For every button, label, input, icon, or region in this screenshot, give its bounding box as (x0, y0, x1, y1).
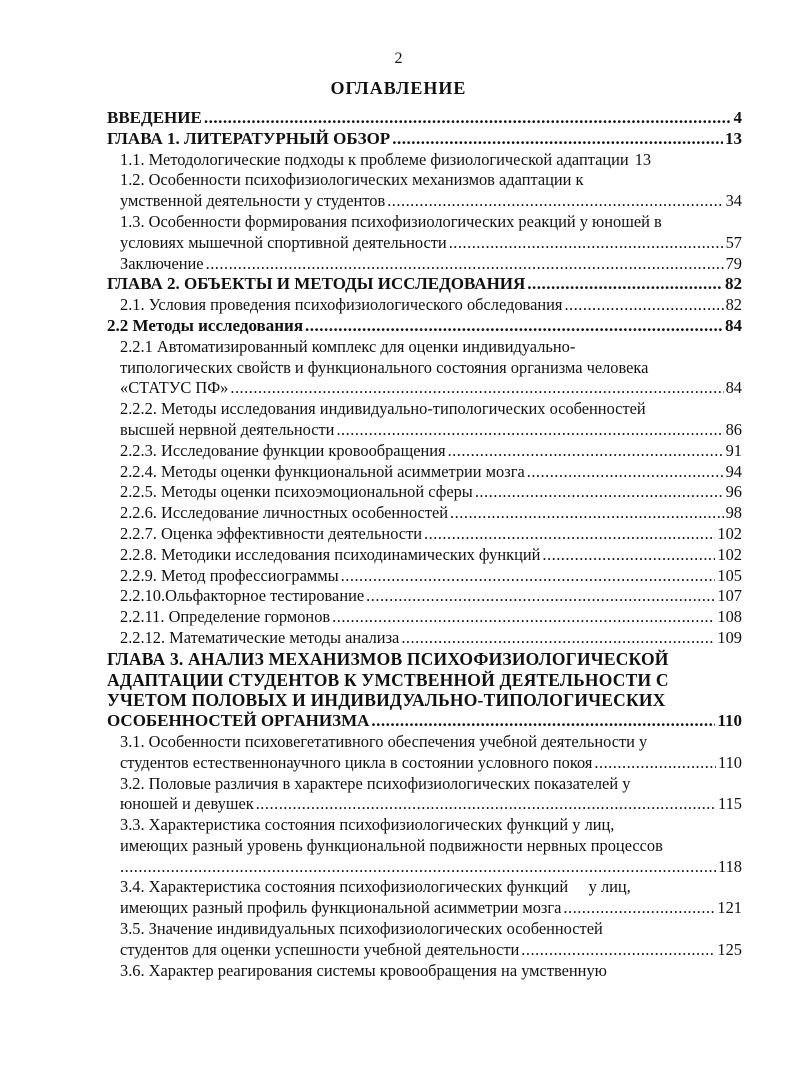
toc-entry-2-2[interactable] (107, 316, 742, 337)
toc-entry-line: типологических свойств и функционального состояния организма человека (120, 357, 649, 377)
toc-page-number: 110 (717, 711, 742, 731)
toc-leader-dots (332, 607, 715, 628)
toc-leader-dots (204, 108, 732, 129)
toc-entry-3-4[interactable] (107, 877, 742, 919)
toc-entry-chapter-2[interactable] (107, 274, 742, 295)
toc-leader-dots (424, 524, 715, 545)
toc-entry-text: ГЛАВА 1. ЛИТЕРАТУРНЫЙ ОБЗОР (107, 128, 391, 148)
toc-entry-text: высшей нервной деятельности (120, 419, 335, 439)
toc-entry-3-3[interactable] (107, 815, 742, 877)
toc-entry-text: 2.2.10.Ольфакторное тестирование (120, 586, 365, 606)
toc-entry-line: 2.2.1 Автоматизированный комплекс для оценки индивидуально- (120, 336, 576, 356)
toc-entry-line: имеющих разный уровень функциональной подвижности нервных процессов (120, 835, 663, 855)
toc-entry-line: 1.3. Особенности формирования психофизиологических реакций у юношей в (120, 211, 662, 231)
toc-page-number: 121 (717, 898, 742, 918)
toc-entry-text: ГЛАВА 2. ОБЪЕКТЫ И МЕТОДЫ ИССЛЕДОВАНИЯ (107, 274, 526, 294)
toc-leader-dots (401, 628, 715, 649)
toc-entry-2-2-8[interactable] (107, 545, 742, 566)
toc-entry-text: условиях мышечной спортивной деятельности (120, 232, 447, 252)
toc-leader-dots (450, 503, 724, 524)
toc-entry-line: 3.4. Характеристика состояния психофизиологических функций у лиц, (120, 877, 631, 897)
toc-entry-text: 2.1. Условия проведения психофизиологического обследования (120, 295, 563, 315)
toc-entry-line: 2.2.2. Методы исследования индивидуально-типологических особенностей (120, 399, 646, 419)
toc-page-number: 105 (717, 565, 742, 585)
toc-entry-3-2[interactable] (107, 774, 742, 816)
toc-page-number: 110 (718, 752, 742, 772)
toc-leader-dots (387, 191, 723, 212)
toc-leader-dots (256, 794, 716, 815)
toc-entry-line: 1.2. Особенности психофизиологических механизмов адаптации к (120, 170, 584, 190)
toc-entry-line: 3.3. Характеристика состояния психофизиологических функций у лиц, (120, 815, 615, 835)
toc-entry-text: 2.2.5. Методы оценки психоэмоциональной сферы (120, 482, 473, 502)
toc-entry-introduction[interactable] (107, 108, 742, 129)
toc-leader-dots (341, 566, 716, 587)
toc-entry-line: 3.5. Значение индивидуальных психофизиологических особенностей (120, 919, 603, 939)
toc-entry-text: юношей и девушек (120, 794, 254, 814)
toc-entry-text: «СТАТУС ПФ» (120, 378, 229, 398)
toc-entry-1-1[interactable] (107, 150, 742, 171)
toc-page-number: 108 (717, 607, 742, 627)
toc-entry-text: 2.2.6. Исследование личностных особенностей (120, 503, 449, 523)
toc-entry-text: студентов естественнонаучного цикла в состоянии условного покоя (120, 752, 593, 772)
toc-entry-2-2-1[interactable] (107, 337, 742, 399)
toc-entry-3-5[interactable] (107, 919, 742, 961)
toc-page-number: 107 (717, 586, 742, 606)
toc-page-number: 79 (725, 253, 742, 273)
toc-leader-dots (521, 940, 715, 961)
toc-entry-2-2-3[interactable] (107, 441, 742, 462)
toc-leader-dots (366, 586, 715, 607)
toc-page-number: 115 (718, 794, 742, 814)
toc-entry-text: имеющих разный профиль функциональной асимметрии мозга (120, 898, 562, 918)
toc-page-number: 4 (733, 108, 742, 127)
toc-entry-2-1[interactable] (107, 295, 742, 316)
toc-entry-text: 2.2.8. Методики исследования психодинамических функций (120, 544, 541, 564)
toc-leader-dots (563, 898, 715, 919)
toc-entry-2-2-10[interactable] (107, 586, 742, 607)
toc-entry-text: 2.2 Методы исследования (107, 315, 304, 335)
toc-leader-dots (542, 545, 715, 566)
toc-page-number: 13 (725, 128, 742, 148)
toc-page-number: 94 (725, 461, 742, 481)
toc-leader-dots (230, 378, 723, 399)
toc-page-number: 102 (717, 544, 742, 564)
toc-entry-text: ОСОБЕННОСТЕЙ ОРГАНИЗМА (107, 711, 370, 731)
table-of-contents (107, 108, 742, 981)
toc-leader-dots (371, 711, 715, 732)
toc-leader-dots (305, 316, 723, 337)
toc-entry-line: 3.2. Половые различия в характере психофизиологических показателей у (120, 773, 631, 793)
toc-leader-dots (594, 753, 716, 774)
toc-entry-text: 1.1. Методологические подходы к проблеме физиологической адаптации (120, 149, 629, 169)
toc-entry-3-1[interactable] (107, 732, 742, 774)
toc-page-number: 86 (725, 419, 742, 439)
toc-page-number: 98 (725, 503, 742, 523)
toc-entry-2-2-6[interactable] (107, 503, 742, 524)
toc-entry-2-2-9[interactable] (107, 566, 742, 587)
toc-entry-text: ВВЕДЕНИЕ (107, 108, 202, 127)
toc-page-number: 125 (717, 939, 742, 959)
toc-page-number: 96 (725, 482, 742, 502)
toc-entry-text: умственной деятельности у студентов (120, 191, 386, 211)
toc-leader-dots (527, 274, 723, 295)
toc-entry-1-3[interactable] (107, 212, 742, 254)
toc-page-number: 118 (718, 856, 742, 876)
toc-title: ОГЛАВЛЕНИЕ (330, 78, 467, 98)
toc-entry-chapter-3[interactable] (107, 649, 742, 732)
toc-entry-text: 2.2.7. Оценка эффективности деятельности (120, 523, 423, 543)
toc-page-number: 82 (725, 295, 742, 315)
toc-page-number: 13 (634, 149, 652, 169)
toc-entry-2-2-7[interactable] (107, 524, 742, 545)
toc-page-number: 102 (717, 523, 742, 543)
toc-entry-2-2-11[interactable] (107, 607, 742, 628)
toc-entry-conclusion[interactable] (107, 254, 742, 275)
toc-entry-text: 2.2.12. Математические методы анализа (120, 627, 400, 647)
toc-leader-dots (120, 857, 716, 878)
toc-page-number: 57 (725, 232, 742, 252)
toc-leader-dots (449, 233, 724, 254)
page-number: 2 (394, 50, 403, 67)
toc-entry-line: ГЛАВА 3. АНАЛИЗ МЕХАНИЗМОВ ПСИХОФИЗИОЛОГИЧЕСКОЙ (107, 648, 669, 669)
toc-page-number: 82 (725, 274, 742, 294)
toc-leader-dots (564, 295, 723, 316)
toc-entry-2-2-2[interactable] (107, 399, 742, 441)
toc-page-number: 84 (725, 315, 742, 335)
toc-leader-dots (336, 420, 723, 441)
toc-leader-dots (527, 462, 724, 483)
toc-entry-2-2-4[interactable] (107, 462, 742, 483)
toc-entry-line: 3.1. Особенности психовегетативного обеспечения учебной деятельности у (120, 731, 648, 751)
toc-leader-dots (448, 441, 724, 462)
toc-page-number: 84 (725, 378, 742, 398)
toc-entry-text: Заключение (120, 253, 204, 273)
toc-entry-text: 2.2.4. Методы оценки функциональной асимметрии мозга (120, 461, 525, 481)
toc-entry-2-2-12[interactable] (107, 628, 742, 649)
toc-entry-line: АДАПТАЦИИ СТУДЕНТОВ К УМСТВЕННОЙ ДЕЯТЕЛЬНОСТИ С (107, 669, 669, 690)
toc-leader-dots (206, 254, 724, 275)
toc-entry-text: 2.2.9. Метод профессиограммы (120, 565, 339, 585)
toc-entry-chapter-1[interactable] (107, 129, 742, 150)
toc-leader-dots (392, 129, 723, 150)
toc-entry-text: студентов для оценки успешности учебной деятельности (120, 939, 520, 959)
toc-entry-3-6[interactable] (107, 961, 742, 982)
toc-entry-1-2[interactable] (107, 170, 742, 212)
toc-leader-dots (475, 482, 724, 503)
toc-entry-text: 2.2.3. Исследование функции кровообращения (120, 440, 446, 460)
toc-entry-2-2-5[interactable] (107, 482, 742, 503)
toc-entry-text: 3.6. Характер реагирования системы кровообращения на умственную (120, 960, 607, 980)
toc-entry-text: 2.2.11. Определение гормонов (120, 607, 331, 627)
toc-page-number: 34 (725, 191, 742, 211)
toc-entry-line: УЧЕТОМ ПОЛОВЫХ И ИНДИВИДУАЛЬНО-ТИПОЛОГИЧЕСКИХ (107, 690, 666, 711)
toc-page-number: 109 (717, 627, 742, 647)
toc-page-number: 91 (725, 440, 742, 460)
